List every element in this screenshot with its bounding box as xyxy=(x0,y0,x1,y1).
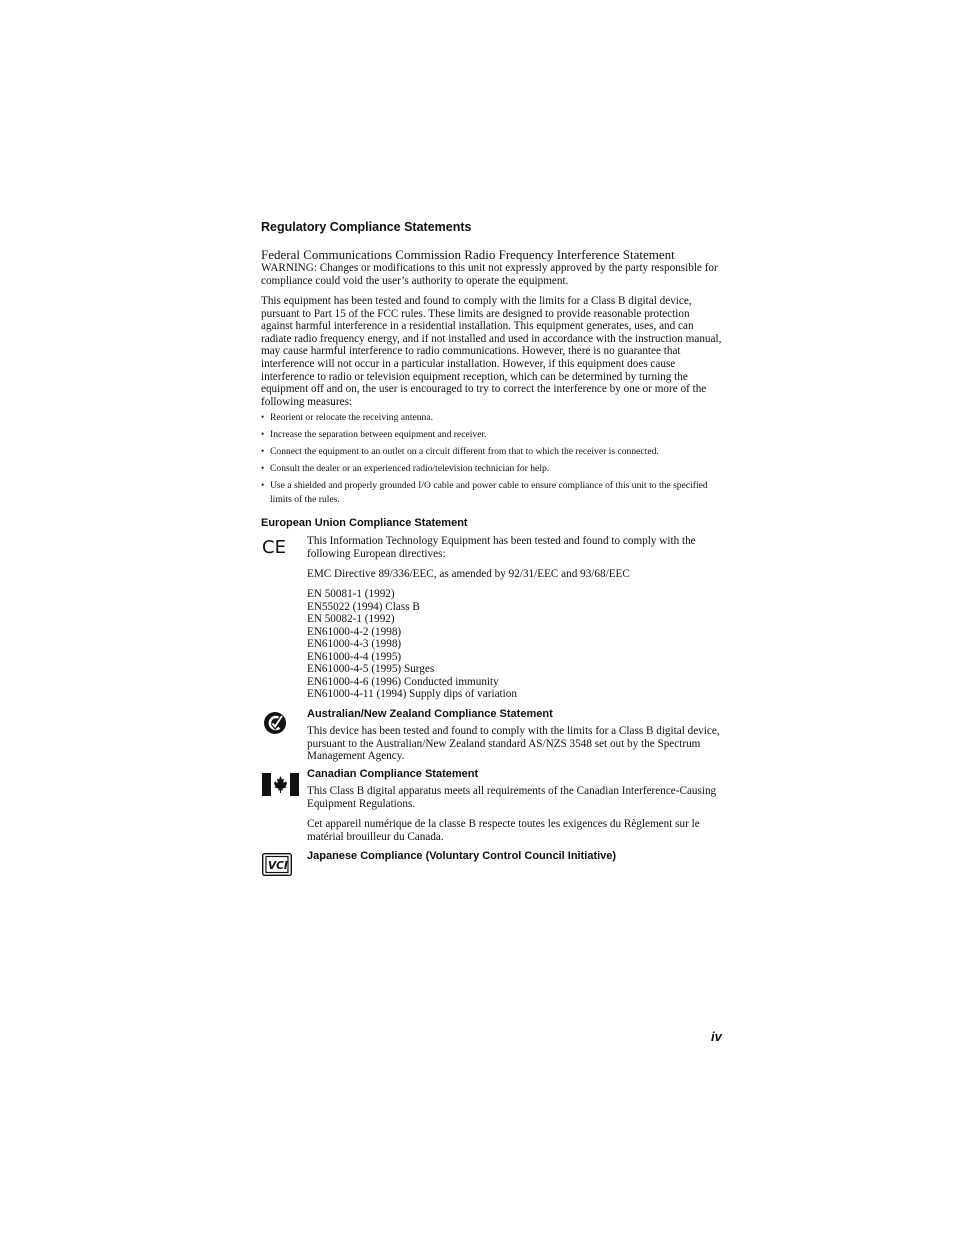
list-item: • Consult the dealer or an experienced radio/television technician for help. xyxy=(261,462,723,476)
fcc-heading: Federal Communications Commission Radio Frequency Interference Statement xyxy=(261,247,675,262)
list-item: EN61000-4-3 (1998) xyxy=(307,638,402,650)
list-item: EN61000-4-2 (1998) xyxy=(307,625,402,638)
canada-body-en: This Class B digital apparatus meets all requirements of the Canadian Interference-Causing Equipment Regulations. xyxy=(307,785,717,810)
canada-flag-icon xyxy=(262,773,299,796)
japan-heading: Japanese Compliance (Voluntary Control Council Initiative) xyxy=(307,850,617,862)
eu-intro: This Information Technology Equipment has been tested and found to comply with the following European directives: xyxy=(307,535,696,560)
list-item: • Connect the equipment to an outlet on a circuit different from that to which the receiver is connected. xyxy=(261,445,723,459)
list-item: EN61000-4-6 (1996) Conducted immunity xyxy=(307,675,499,688)
ce-mark-text: CE xyxy=(262,537,286,555)
list-item: • Increase the separation between equipment and receiver. xyxy=(261,428,723,442)
canada-body-fr: Cet appareil numérique de la classe B respecte toutes les exigences du Règlement sur le matérial brouilleur du Canada. xyxy=(307,818,700,843)
list-item: EN55022 (1994) Class B xyxy=(307,600,420,613)
fcc-warning: WARNING: Changes or modifications to this unit not expressly approved by the party responsible for compliance could void the user’s authority to operate the equipment. xyxy=(261,262,718,287)
ce-mark-icon xyxy=(262,537,286,555)
eu-standards-list xyxy=(307,588,517,701)
au-nz-body: This device has been tested and found to comply with the limits for a Class B digital device, pursuant to the Australian/New Zealand standard AS/NZS 3548 set out by the Spectrum Management Agency. xyxy=(307,725,720,763)
canada-heading: Canadian Compliance Statement xyxy=(307,768,479,780)
eu-heading: European Union Compliance Statement xyxy=(261,517,468,529)
c-tick-icon xyxy=(263,711,287,735)
list-item: • Reorient or relocate the receiving antenna. xyxy=(261,411,723,425)
au-nz-heading: Australian/New Zealand Compliance Statement xyxy=(307,708,553,720)
list-item: EN61000-4-5 (1995) Surges xyxy=(307,663,435,675)
fcc-body: This equipment has been tested and found to comply with the limits for a Class B digital device, pursuant to Part 15 of the FCC rules. These limits are designed to provide reasonable protection against harmful interference in a residential installation. This equipment generates, uses, and can radiate radio frequency energy, and if not installed and used in accordance with the instruction manual, may cause harmful interference to radio communications. However, there is no guarantee that interference will not occur in a particular installation. However, if this equipment does cause interference to radio or television equipment reception, which can be determined by turning the equipment off and on, the user is encouraged to try to correct the interference by one or more of the following measures: xyxy=(261,295,722,408)
vcci-logo-text: VCI xyxy=(268,860,288,872)
list-item: EN 50082-1 (1992) xyxy=(307,613,395,625)
fcc-measures-list xyxy=(261,411,723,510)
eu-directive: EMC Directive 89/336/EEC, as amended by 92/31/EEC and 93/68/EEC xyxy=(307,568,630,580)
list-item: EN61000-4-11 (1994) Supply dips of variation xyxy=(307,688,517,700)
list-item: EN61000-4-4 (1995) xyxy=(307,650,402,663)
page-number: iv xyxy=(711,1029,722,1044)
vcci-icon xyxy=(262,853,292,876)
page-title: Regulatory Compliance Statements xyxy=(261,220,472,234)
list-item: EN 50081-1 (1992) xyxy=(307,588,395,600)
list-item: • Use a shielded and properly grounded I/O cable and power cable to ensure compliance of this unit to the specified limits of the rules. xyxy=(261,479,723,507)
